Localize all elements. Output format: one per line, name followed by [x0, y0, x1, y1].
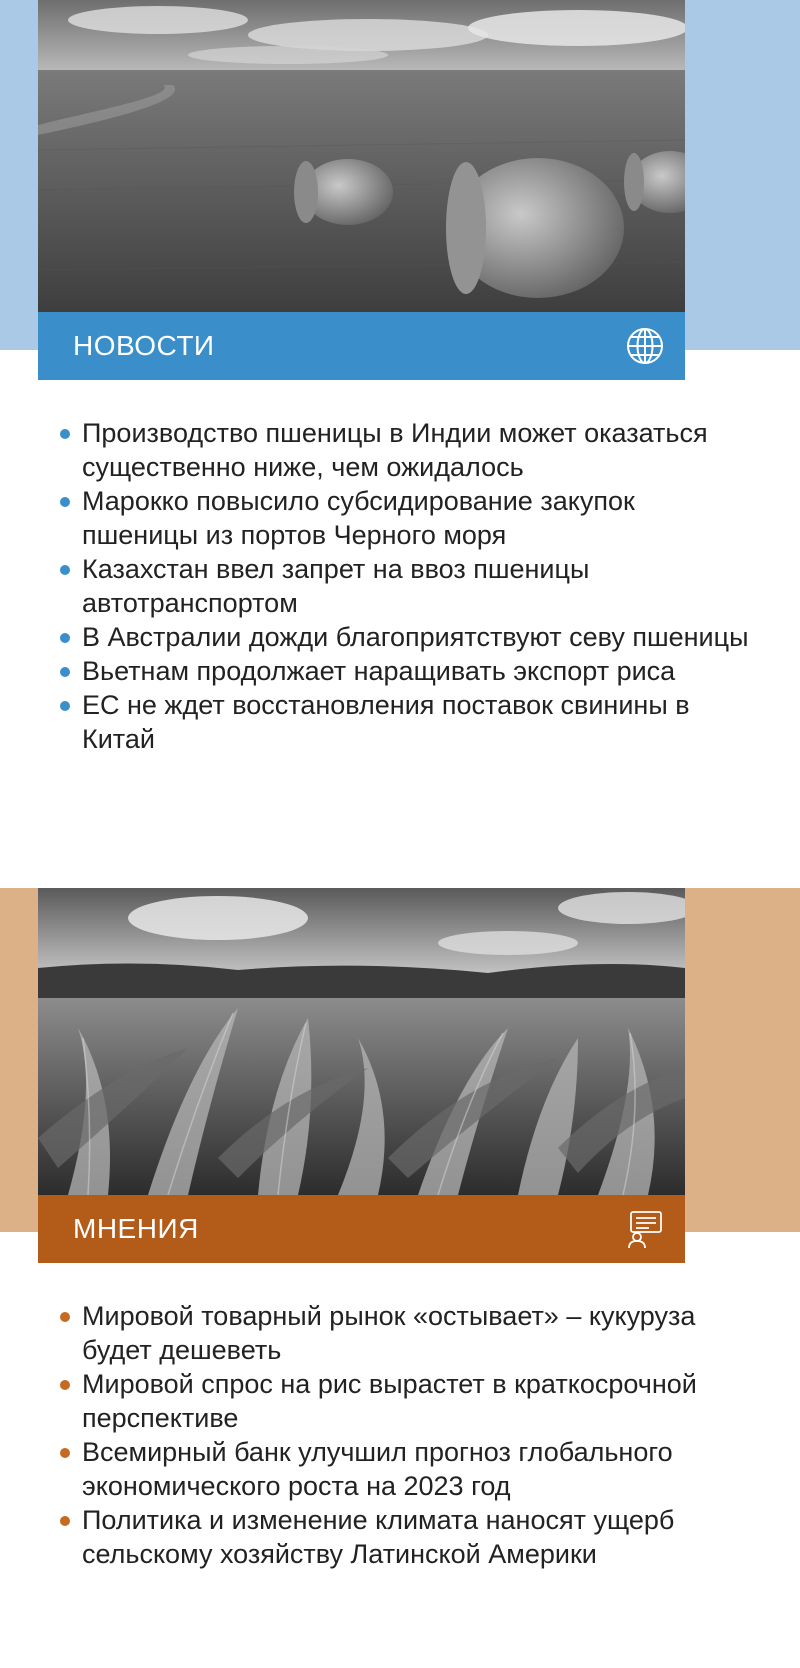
speaker-chat-icon [625, 1209, 665, 1249]
news-item: Вьетнам продолжает наращивать экспорт риса [58, 654, 758, 688]
bullet-dot [60, 1448, 70, 1458]
opinions-list [58, 1299, 758, 1571]
bullet-dot [60, 497, 70, 507]
news-item: Производство пшеницы в Индии может оказаться существенно ниже, чем ожидалось [58, 416, 758, 484]
news-header-bar [38, 312, 685, 380]
opinions-item: Всемирный банк улучшил прогноз глобального экономического роста на 2023 год [58, 1435, 758, 1503]
bullet-dot [60, 667, 70, 677]
bullet-dot [60, 701, 70, 711]
hay-bales-photo [38, 0, 685, 312]
news-title: НОВОСТИ [73, 330, 215, 361]
bullet-dot [60, 565, 70, 575]
bullet-dot [60, 429, 70, 439]
globe-icon [625, 326, 665, 366]
bullet-dot [60, 633, 70, 643]
bullet-dot [60, 1516, 70, 1526]
opinions-item: Политика и изменение климата наносят ущерб сельскому хозяйству Латинской Америки [58, 1503, 758, 1571]
opinions-item: Мировой товарный рынок «остывает» – кукуруза будет дешеветь [58, 1299, 758, 1367]
corn-field-photo [38, 888, 685, 1195]
news-item: В Австралии дожди благоприятствуют севу пшеницы [58, 620, 758, 654]
news-item: Марокко повысило субсидирование закупок пшеницы из портов Черного моря [58, 484, 758, 552]
opinions-title: МНЕНИЯ [73, 1213, 199, 1244]
bullet-dot [60, 1312, 70, 1322]
news-item: Казахстан ввел запрет на ввоз пшеницы автотранспортом [58, 552, 758, 620]
bullet-dot [60, 1380, 70, 1390]
news-list [58, 416, 758, 756]
opinions-header-bar [38, 1195, 685, 1263]
opinions-item: Мировой спрос на рис вырастет в краткосрочной перспективе [58, 1367, 758, 1435]
news-item: ЕС не ждет восстановления поставок свинины в Китай [58, 688, 758, 756]
